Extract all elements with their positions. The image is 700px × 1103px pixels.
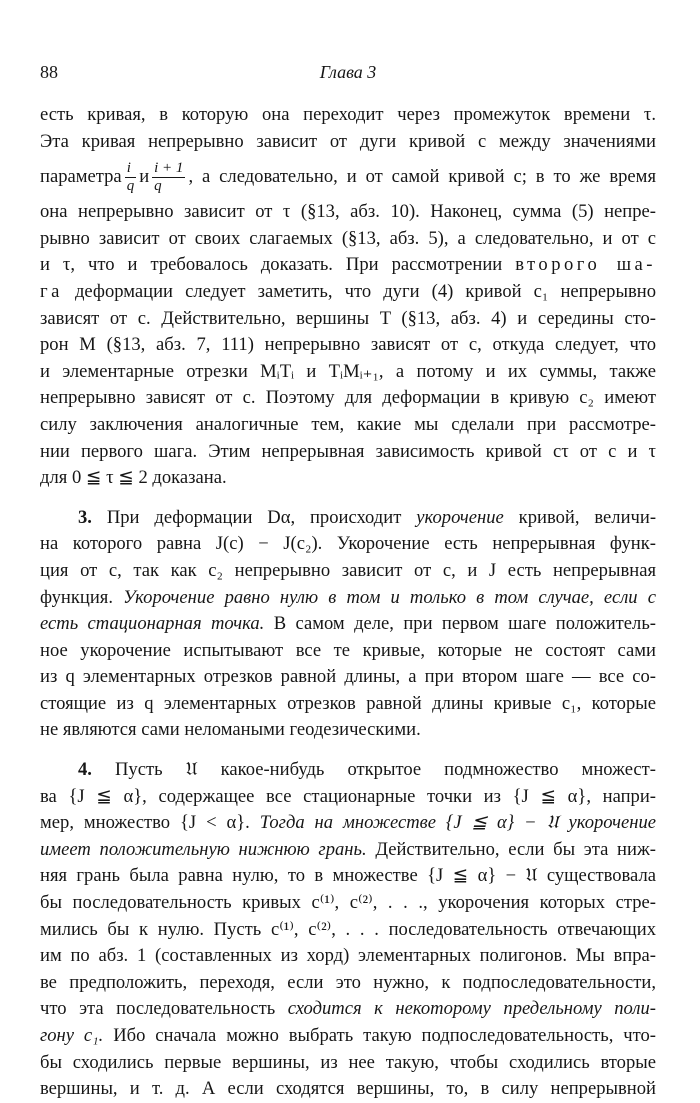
spaced-emphasis: второго ша- <box>515 254 656 276</box>
italic-statement: имеет положительную нижнюю грань. <box>40 838 367 860</box>
text-fragment: Действительно, если бы эта ниж- <box>375 838 656 860</box>
text-line <box>40 279 656 306</box>
text-line: Эта кривая непрерывно зависит от дуги кривой c между значениями <box>40 130 656 152</box>
fraction-numerator: i + 1 <box>154 160 184 177</box>
text-line: им по абз. 1 (составленных из хорд) элементарных полигонов. Мы впра- <box>40 945 656 967</box>
text-line: мились бы к нулю. Пусть c⁽¹⁾, c⁽²⁾, . . . последовательность отвечающих <box>40 918 656 940</box>
text-line: она непрерывно зависит от τ (§13, абз. 10). Наконец, сумма (5) непре- <box>40 201 656 223</box>
paragraph-number: 3. <box>78 506 92 528</box>
paragraph-1 <box>40 102 656 492</box>
text-fragment: Пусть 𝔘 какое-нибудь открытое подмножество множест- <box>115 759 656 781</box>
fraction-denominator: q <box>126 178 135 195</box>
text-line: няя грань была равна нулю, то в множестве {J ≦ α} − 𝔘 существовала <box>40 865 656 887</box>
text-line: и элементарные отрезки MᵢTᵢ и TᵢMᵢ₊₁, а потому и их суммы, также <box>40 360 656 382</box>
chapter-title: Глава 3 <box>319 62 377 82</box>
text-fragment: При деформации Dα, происходит <box>106 506 402 528</box>
text-line <box>40 757 656 784</box>
paragraph-3 <box>40 757 656 1103</box>
text-line: ве предположить, переходя, если это нужно, к подпоследовательности, <box>40 971 656 993</box>
text-line: вершины, и т. д. А если сходятся вершины, то, в силу непрерывной <box>40 1078 656 1100</box>
text-line-with-fractions <box>40 155 656 199</box>
text-line: не являются сами неломаными геодезическими. <box>40 719 421 741</box>
text-fragment: кривой, величи- <box>518 506 657 528</box>
page-number: 88 <box>40 62 58 82</box>
text-line <box>40 611 656 638</box>
text-line <box>40 996 656 1023</box>
text-line: нии первого шага. Этим непрерывная зависимость кривой cτ от c и τ <box>40 440 656 462</box>
text-fragment: Ибо сначала можно выбрать такую подпоследовательность, что- <box>113 1025 657 1046</box>
italic-statement: есть стационарная точка. <box>40 613 265 635</box>
text-line <box>40 505 656 532</box>
text-fragment: что эта последовательность <box>40 998 276 1020</box>
text-line: рывно зависит от своих слагаемых (§13, абз. 5), а следовательно, и от c <box>40 227 656 249</box>
page-body <box>40 102 656 1103</box>
italic-statement: гону c₁. <box>40 1025 104 1046</box>
text-fragment: функция. <box>40 586 113 608</box>
text-fragment: , а следовательно, и от самой кривой c; в то же время <box>188 166 656 188</box>
text-line: ва {J ≦ α}, содержащее все стационарные точки из {J ≦ α}, напри- <box>40 785 656 807</box>
text-line <box>40 585 656 612</box>
text-line: непрерывно зависят от c. Поэтому для деформации в кривую c₂ имеют <box>40 387 656 409</box>
text-line <box>40 837 656 864</box>
text-line: бы последовательность кривых c⁽¹⁾, c⁽²⁾, . . ., укорочения которых стре- <box>40 892 656 914</box>
paragraph-gap <box>40 492 656 505</box>
fraction-numerator: i <box>125 160 137 178</box>
fraction-i-plus-1-over-q <box>152 160 185 195</box>
text-line: рон M (§13, абз. 7, 111) непрерывно зависят от c, откуда следует, что <box>40 334 656 356</box>
text-line: на которого равна J(c) − J(c₂). Укорочение есть непрерывная функ- <box>40 533 656 555</box>
spaced-emphasis: га <box>40 280 63 302</box>
text-fragment: и <box>139 166 150 188</box>
italic-statement: Укорочение равно нулю в том и только в том случае, если с <box>123 586 656 608</box>
italic-statement: Тогда на множестве {J ≦ α} − 𝔘 укорочение <box>259 812 656 834</box>
text-line <box>40 1023 656 1050</box>
paragraph-number: 4. <box>78 759 92 781</box>
text-line: ция от c, так как c₂ непрерывно зависит от c, и J есть непрерывная <box>40 559 656 581</box>
text-fragment: и τ, что и требовалось доказать. При рассмотрении <box>40 254 503 276</box>
italic-term: укорочение <box>416 506 504 528</box>
text-fragment: мер, множество {J < α}. <box>40 812 250 834</box>
text-line: бы сходились первые вершины, из нее такую, чтобы сходились вторые <box>40 1051 656 1073</box>
fraction-denominator: q <box>154 178 162 195</box>
text-line: из q элементарных отрезков равной длины, а при втором шаге — все со- <box>40 666 656 688</box>
text-line: есть кривая, в которую она переходит через промежуток времени τ. <box>40 104 656 125</box>
text-fragment: деформации следует заметить, что дуги (4) кривой c₁ непрерывно <box>74 280 656 302</box>
paragraph-2 <box>40 505 656 744</box>
text-line: силу заключения аналогичные тем, какие мы сделали при рассмотре- <box>40 413 656 435</box>
paragraph-gap <box>40 744 656 757</box>
text-fragment: В самом деле, при первом шаге положитель- <box>273 613 656 635</box>
page-header <box>40 62 656 90</box>
italic-statement: сходится к некоторому предельному поли- <box>287 998 656 1020</box>
text-fragment: параметра <box>40 166 122 188</box>
fraction-i-over-q <box>125 160 137 195</box>
text-line: стоящие из q элементарных отрезков равной длины кривые c₁, которые <box>40 692 656 714</box>
text-line: зависят от c. Действительно, вершины T (§13, абз. 4) и середины сто- <box>40 307 656 329</box>
text-line <box>40 252 656 279</box>
text-line: для 0 ≦ τ ≦ 2 доказана. <box>40 467 227 489</box>
text-line <box>40 810 656 837</box>
text-line: ное укорочение испытывают все те кривые, которые не состоят сами <box>40 639 656 661</box>
